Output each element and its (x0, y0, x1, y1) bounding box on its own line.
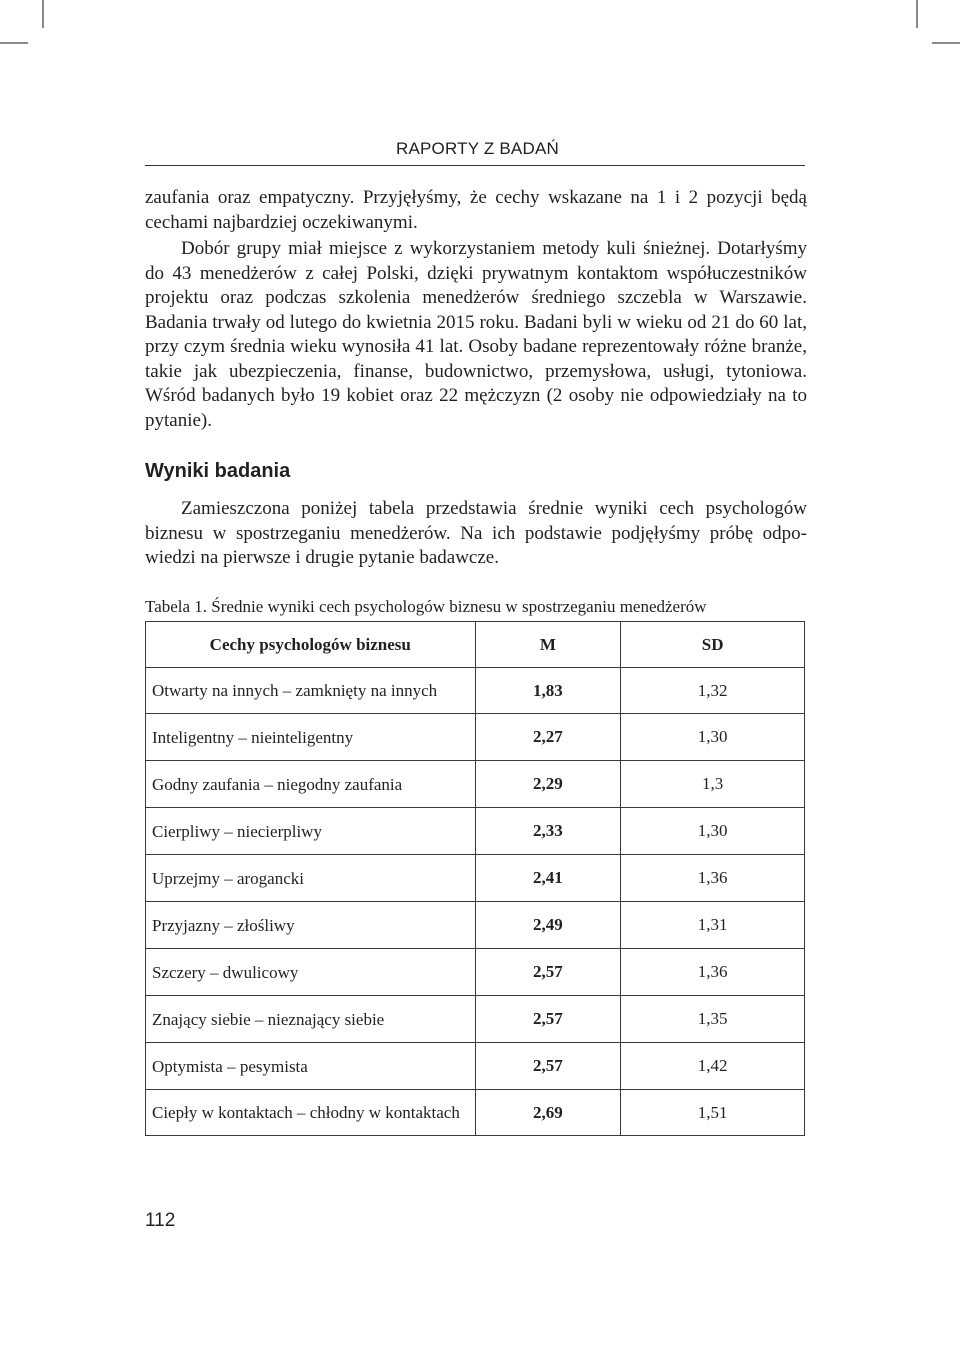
crop-mark (932, 42, 960, 44)
sd-cell: 1,36 (621, 949, 805, 996)
mean-cell: 2,57 (475, 1043, 621, 1090)
mean-cell: 2,29 (475, 761, 621, 808)
table-caption: Tabela 1. Średnie wyniki cech psychologów biznesu w spostrzeganiu menedżerów (145, 597, 707, 616)
column-header-m: M (475, 622, 621, 668)
paragraph-2: Dobór grupy miał miejsce z wykorzystaniem metody kuli śnieżnej. Dotarłyśmy do 43 menedżerów z całej Polski, dzięki prywatnym kontaktom współuczestników projektu oraz podczas szkolenia menedżerów średniego szczebla w Warszawie. Badania trwały od lutego do kwietnia 2015 roku. Badani byli w wieku od 21 do 60 lat, przy czym średnia wieku wynosiła 41 lat. Osoby badane reprezentowały różne branże, takie jak ubezpieczenia, finanse, budownictwo, przemysłowa, usługi, tytoniowa. Wśród badanych było 19 kobiet oraz 22 mężczyzn (2 osoby nie odpowiedziały na to pytanie). (145, 238, 807, 431)
table-header-row (146, 622, 805, 668)
table-row (146, 808, 805, 855)
sd-cell: 1,42 (621, 1043, 805, 1090)
header-rule (145, 165, 805, 166)
crop-mark (0, 42, 28, 44)
running-header: RAPORTY Z BADAŃ (396, 139, 559, 158)
trait-cell: Uprzejmy – arogancki (146, 855, 476, 902)
table-row (146, 668, 805, 714)
table-row (146, 761, 805, 808)
column-header-traits: Cechy psychologów biznesu (146, 622, 476, 668)
table-row (146, 949, 805, 996)
mean-cell: 1,83 (475, 668, 621, 714)
column-header-sd: SD (621, 622, 805, 668)
section-heading: Wyniki badania (145, 460, 291, 482)
table-row (146, 902, 805, 949)
trait-cell: Godny zaufania – niegodny zaufania (146, 761, 476, 808)
mean-cell: 2,27 (475, 714, 621, 761)
table-row (146, 855, 805, 902)
sd-cell: 1,36 (621, 855, 805, 902)
sd-cell: 1,30 (621, 808, 805, 855)
table-row (146, 1090, 805, 1136)
trait-cell: Ciepły w kontaktach – chłodny w kontaktach (146, 1090, 476, 1136)
trait-cell: Znający siebie – nieznający siebie (146, 996, 476, 1043)
sd-cell: 1,51 (621, 1090, 805, 1136)
results-table (145, 621, 805, 1136)
mean-cell: 2,69 (475, 1090, 621, 1136)
table-row (146, 996, 805, 1043)
mean-cell: 2,57 (475, 949, 621, 996)
sd-cell: 1,32 (621, 668, 805, 714)
sd-cell: 1,35 (621, 996, 805, 1043)
paragraph-1: zaufania oraz empatyczny. Przyjęłyśmy, że cechy wskazane na 1 i 2 pozycji będą cechami najbardziej oczekiwanymi. (145, 187, 807, 233)
crop-mark (916, 0, 918, 28)
trait-cell: Szczery – dwulicowy (146, 949, 476, 996)
crop-mark (42, 0, 44, 28)
trait-cell: Przyjazny – złośliwy (146, 902, 476, 949)
sd-cell: 1,31 (621, 902, 805, 949)
paragraph-3: Zamieszczona poniżej tabela przedstawia średnie wyniki cech psychologów biznesu w spostrzeganiu menedżerów. Na ich podstawie podjęłyśmy próbę odpowiedzi na pierwsze i drugie pytanie badawcze. (145, 498, 807, 568)
trait-cell: Otwarty na innych – zamknięty na innych (146, 668, 476, 714)
mean-cell: 2,57 (475, 996, 621, 1043)
table-row (146, 714, 805, 761)
trait-cell: Optymista – pesymista (146, 1043, 476, 1090)
sd-cell: 1,3 (621, 761, 805, 808)
trait-cell: Inteligentny – nieinteligentny (146, 714, 476, 761)
sd-cell: 1,30 (621, 714, 805, 761)
table-row (146, 1043, 805, 1090)
trait-cell: Cierpliwy – niecierpliwy (146, 808, 476, 855)
mean-cell: 2,41 (475, 855, 621, 902)
mean-cell: 2,49 (475, 902, 621, 949)
page-number: 112 (145, 1210, 176, 1231)
mean-cell: 2,33 (475, 808, 621, 855)
